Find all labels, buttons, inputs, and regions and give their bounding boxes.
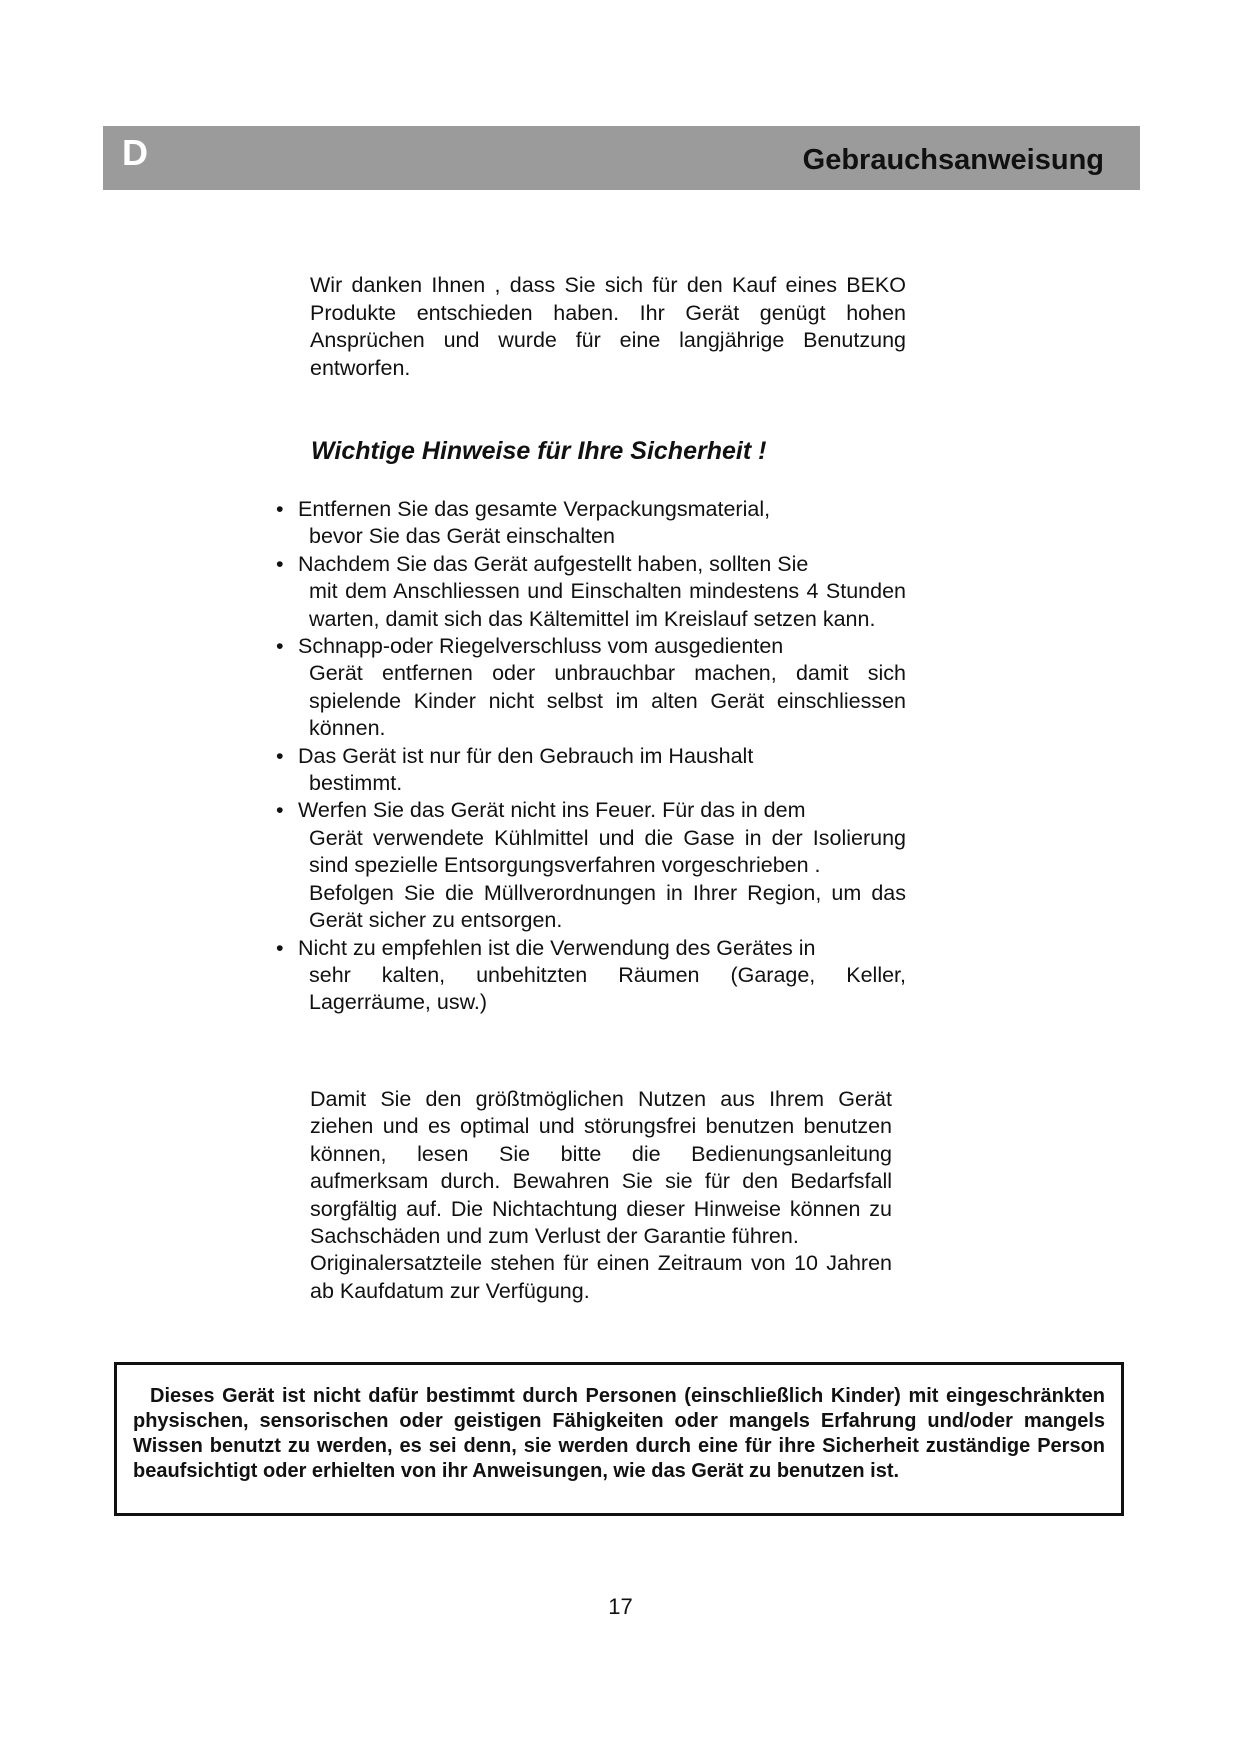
language-code: D bbox=[122, 132, 148, 173]
intro-paragraph: Wir danken Ihnen , dass Sie sich für den Kauf eines BEKO Produkte entschieden haben. Ihr Gerät genügt hohen Ansprüchen und wurde für eine langjährige Benutzung entworfen. bbox=[310, 273, 906, 380]
list-item-extra: Befolgen Sie die Müllverordnungen in Ihrer Region, um das Gerät sicher zu entsorgen. bbox=[309, 880, 906, 933]
bullet-icon: • bbox=[276, 798, 284, 823]
document-title: Gebrauchsanweisung bbox=[802, 144, 1104, 176]
bullet-icon: • bbox=[276, 935, 284, 960]
list-item bbox=[276, 496, 906, 551]
usage-paragraph: Damit Sie den größtmöglichen Nutzen aus Ihrem Gerät ziehen und es optimal und störungsfrei benutzen benutzen können, lesen Sie bitte die Bedienungsanleitung aufmerksam durch. Bewahren Sie sie für den Bedarfsfall sorgfältig auf. Die Nichtachtung dieser Hinweise können zu Sachschäden und zum Verlust der Garantie führen. bbox=[310, 1087, 892, 1249]
list-item-text: Nachdem Sie das Gerät aufgestellt haben, sollten Sie bbox=[298, 551, 809, 576]
list-item-text: Schnapp-oder Riegelverschluss vom ausgedienten bbox=[298, 634, 784, 659]
list-item-text: Entfernen Sie das gesamte Verpackungsmaterial, bbox=[298, 497, 771, 521]
safety-heading: Wichtige Hinweise für Ihre Sicherheit ! bbox=[311, 437, 767, 465]
list-item-continuation: sehr kalten, unbehitzten Räumen (Garage, Keller, Lagerräume, usw.) bbox=[309, 962, 906, 1015]
closing-section bbox=[310, 1086, 892, 1305]
list-item bbox=[276, 743, 906, 798]
list-item-continuation: Gerät verwendete Kühlmittel und die Gase in der Isolierung sind spezielle Entsorgungsverfahren vorgeschrieben . bbox=[309, 825, 906, 878]
bullet-icon: • bbox=[276, 551, 284, 576]
list-item-continuation: bevor Sie das Gerät einschalten bbox=[309, 524, 615, 549]
list-item-continuation: bestimmt. bbox=[309, 771, 403, 796]
warning-text: Dieses Gerät ist nicht dafür bestimmt durch Personen (einschließlich Kinder) mit eingeschränkten physischen, sensorischen oder geistigen Fähigkeiten oder mangels Erfahrung und/oder mangels Wissen benutzt zu werden, es sei denn, sie werden durch eine für ihre Sicherheit zuständige Person beaufsichtigt oder erhielten von ihr Anweisungen, wie das Gerät zu benutzen ist. bbox=[133, 1385, 1105, 1482]
bullet-icon: • bbox=[276, 497, 284, 521]
list-item bbox=[276, 797, 906, 934]
page-number: 17 bbox=[608, 1594, 633, 1619]
spare-parts-paragraph: Originalersatzteile stehen für einen Zeitraum von 10 Jahren ab Kaufdatum zur Verfügung. bbox=[310, 1251, 892, 1303]
list-item-text: Nicht zu empfehlen ist die Verwendung des Gerätes in bbox=[298, 935, 816, 960]
safety-list bbox=[276, 496, 906, 1017]
bullet-icon: • bbox=[276, 634, 284, 659]
list-item-continuation: mit dem Anschliessen und Einschalten mindestens 4 Stunden warten, damit sich das Kältemittel im Kreislauf setzen kann. bbox=[309, 579, 906, 631]
list-item-text: Das Gerät ist nur für den Gebrauch im Haushalt bbox=[298, 743, 754, 768]
list-item bbox=[276, 633, 906, 743]
list-item-text: Werfen Sie das Gerät nicht ins Feuer. Für das in dem bbox=[298, 798, 806, 823]
header-bar bbox=[103, 126, 1140, 190]
warning-box bbox=[114, 1362, 1124, 1516]
list-item bbox=[276, 935, 906, 1017]
list-item-continuation: Gerät entfernen oder unbrauchbar machen, damit sich spielende Kinder nicht selbst im alten Gerät einschliessen können. bbox=[309, 661, 906, 741]
list-item bbox=[276, 551, 906, 633]
bullet-icon: • bbox=[276, 743, 284, 768]
